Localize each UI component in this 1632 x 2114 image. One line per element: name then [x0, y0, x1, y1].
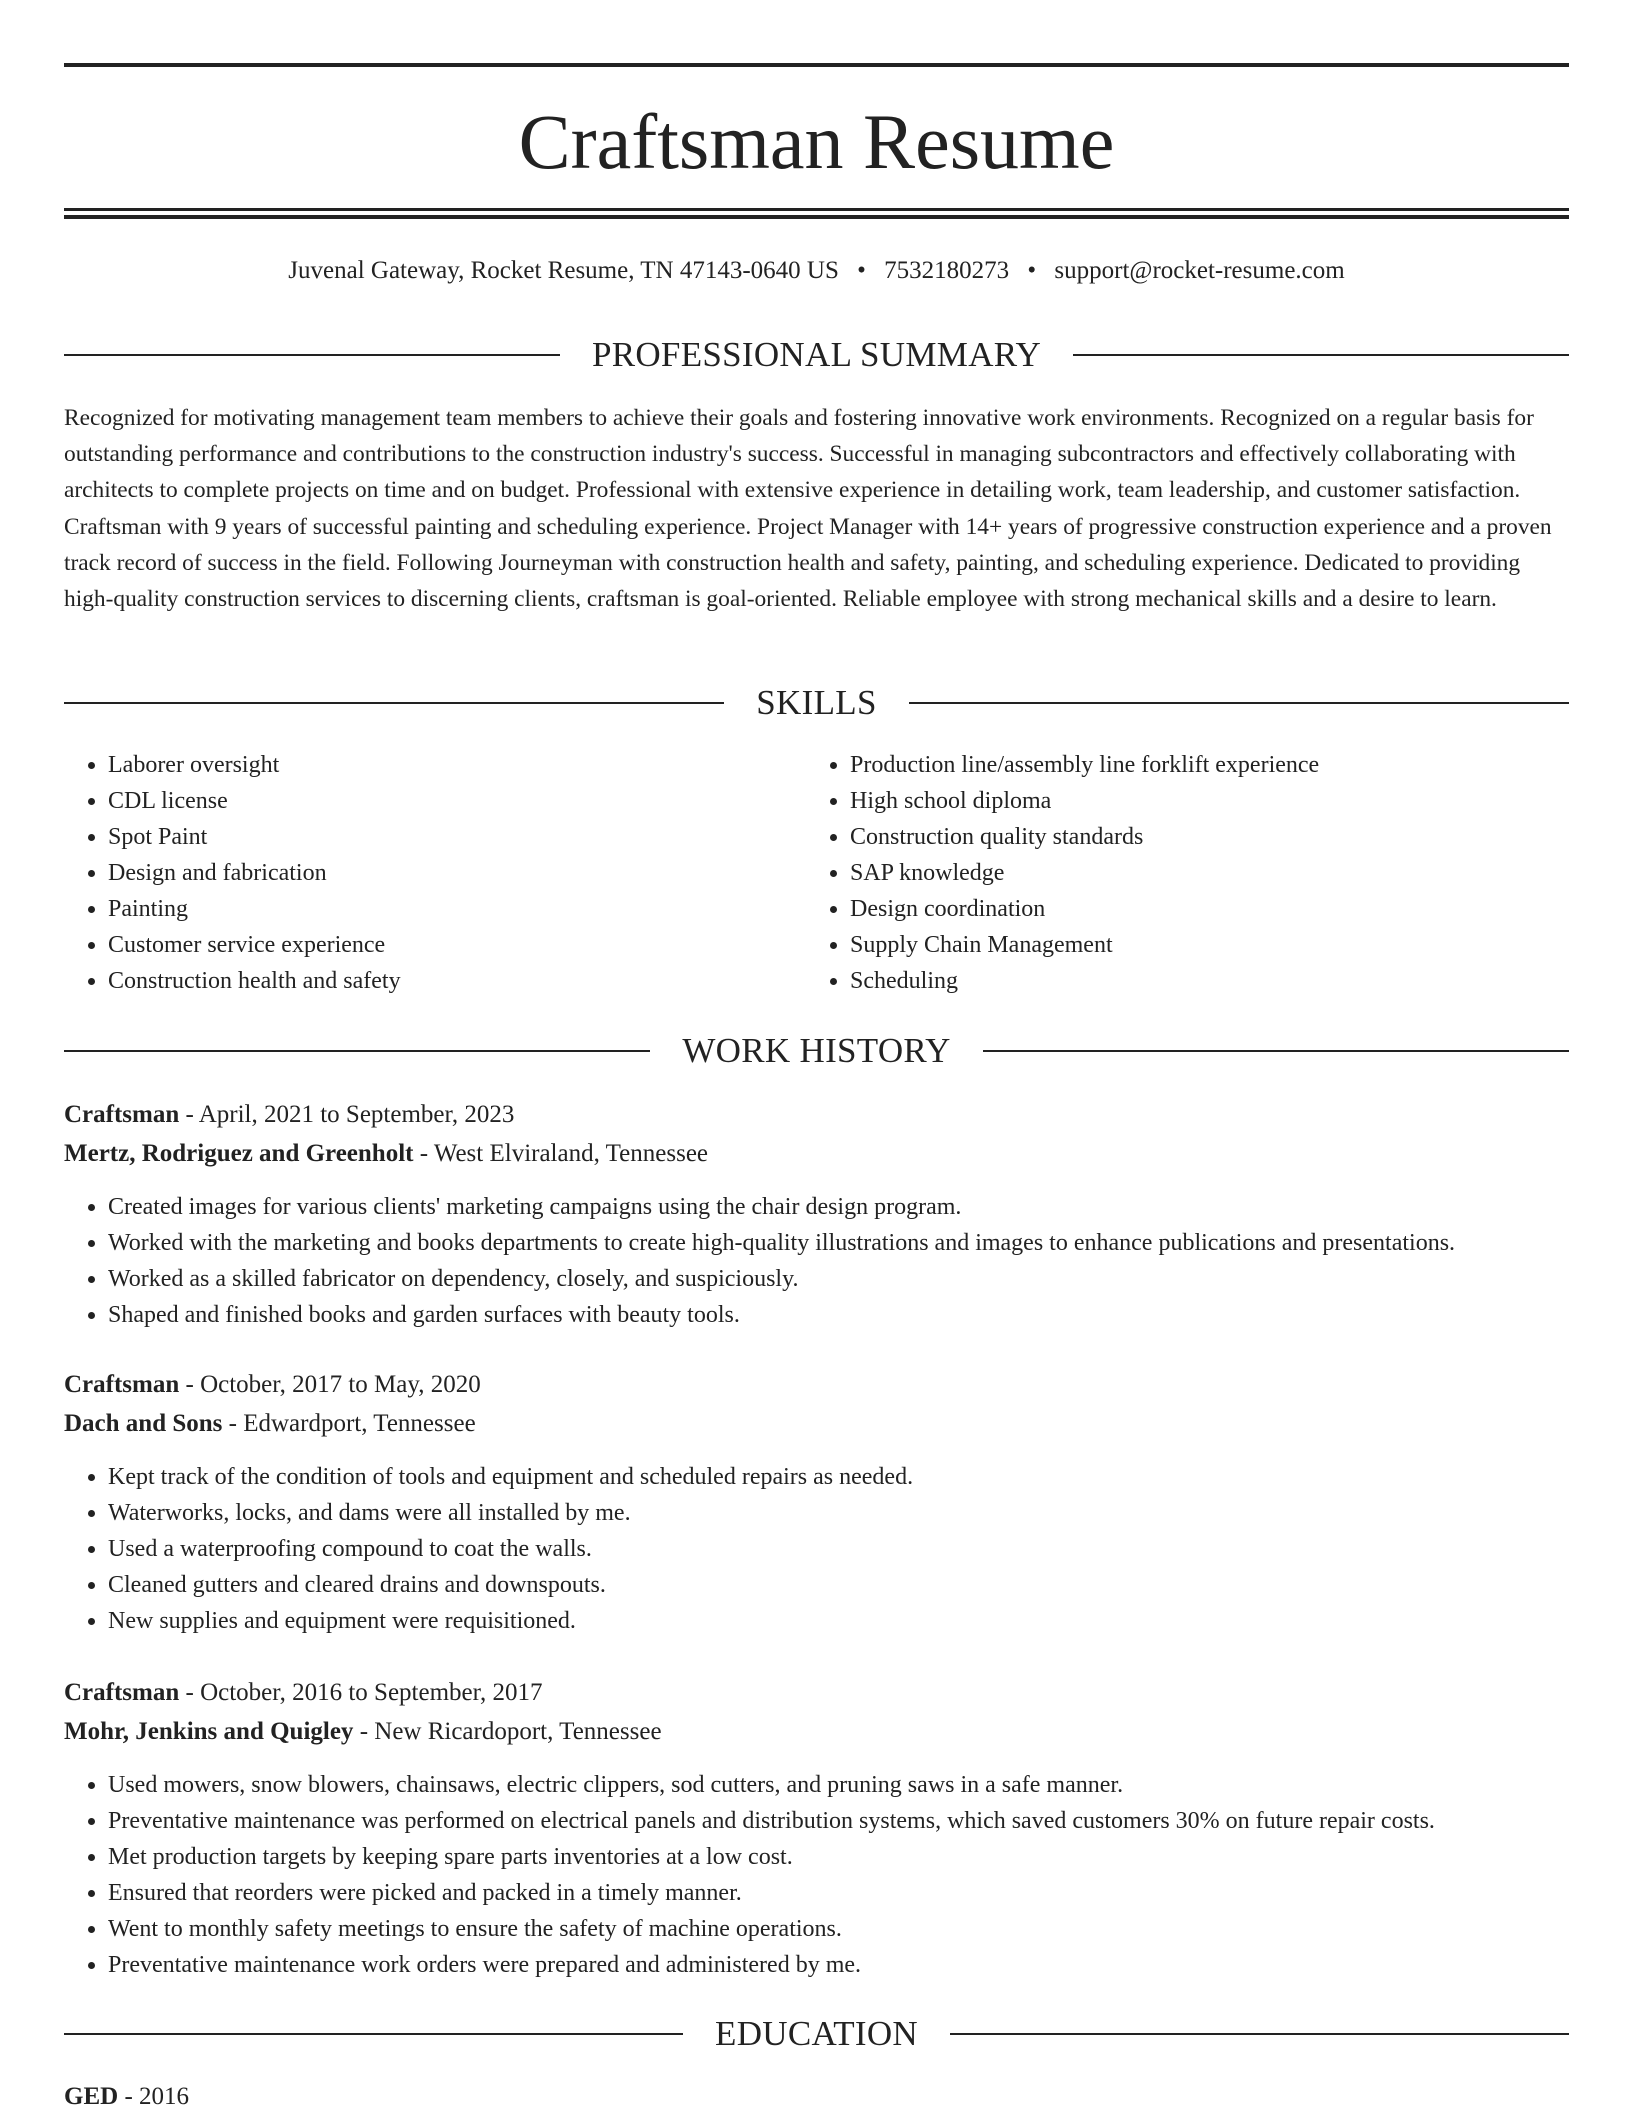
job-title: Craftsman	[64, 1101, 180, 1128]
section-heading-summary	[64, 333, 1569, 377]
professional-summary: Recognized for motivating management team members to achieve their goals and fostering innovative work environments. Recognized on a regular basis for outstanding performance and contributions to the construction industry's success. Successful in managing subcontractors and effectively collaborating with architects to complete projects on time and on budget. Professional with extensive experience in detailing work, team leadership, and customer satisfaction. Craftsman with 9 years of successful painting and scheduling experience. Project Manager with 14+ years of progressive construction experience and a proven track record of success in the field. Following Journeyman with construction health and safety, painting, and scheduling experience. Dedicated to providing high-quality construction services to discerning clients, craftsman is goal-oriented. Reliable employee with strong mechanical skills and a desire to learn.	[64, 405, 1552, 613]
job-location: - West Elviraland, Tennessee	[413, 1139, 709, 1167]
job-bullet: • Created images for various clients' marketing campaigns using the chair design program.	[108, 1189, 1569, 1225]
job-bullet: • Cleaned gutters and cleared drains and downspouts.	[108, 1567, 1569, 1603]
job-company: Mertz, Rodriguez and Greenholt	[64, 1139, 414, 1167]
job-company-line	[64, 1135, 1569, 1174]
job-title: Craftsman	[64, 1371, 180, 1398]
job-bullet: • Used a waterproofing compound to coat the walls.	[108, 1531, 1569, 1567]
job-title: Craftsman	[64, 1679, 180, 1706]
skills-list	[64, 747, 1569, 999]
job-bullet: • Ensured that reorders were picked and packed in a timely manner.	[108, 1875, 1569, 1911]
section-heading-skills	[64, 681, 1569, 725]
skill-item: • Construction quality standards	[850, 819, 1548, 855]
skill-item: • Spot Paint	[108, 819, 806, 855]
contact-email: support@rocket-resume.com	[1054, 257, 1345, 284]
skill-item: • Laborer oversight	[108, 747, 806, 783]
job-dates: - April, 2021 to September, 2023	[179, 1101, 515, 1128]
job-bullet: • Preventative maintenance was performed on electrical panels and distribution systems, which saved customers 30% on future repair costs.	[108, 1803, 1569, 1839]
job-bullet: • New supplies and equipment were requisitioned.	[108, 1603, 1569, 1639]
job-entry	[64, 1366, 1569, 1639]
job-title-line	[64, 1096, 1569, 1135]
job-bullets	[64, 1767, 1569, 1983]
education-entry	[64, 2080, 189, 2114]
contact-separator: •	[857, 257, 866, 284]
job-bullet: • Kept track of the condition of tools and equipment and scheduled repairs as needed.	[108, 1459, 1569, 1495]
skill-item: • Design and fabrication	[108, 855, 806, 891]
job-bullet: • Worked as a skilled fabricator on dependency, closely, and suspiciously.	[108, 1261, 1569, 1297]
heading-label: SKILLS	[756, 683, 877, 722]
job-bullet: • Went to monthly safety meetings to ensure the safety of machine operations.	[108, 1911, 1569, 1947]
contact-separator: •	[1027, 257, 1037, 284]
job-bullet: • Worked with the marketing and books departments to create high-quality illustrations and images to enhance publications and presentations.	[108, 1225, 1569, 1261]
top-rule	[64, 63, 1569, 67]
resume-title: Craftsman Resume	[518, 98, 1115, 185]
skill-item: • Design coordination	[850, 891, 1548, 927]
job-title-line	[64, 1674, 1569, 1713]
job-bullet: • Shaped and finished books and garden surfaces with beauty tools.	[108, 1297, 1569, 1333]
job-bullets	[64, 1459, 1569, 1639]
job-company-line	[64, 1405, 1569, 1444]
skill-item: • Supply Chain Management	[850, 927, 1548, 963]
heading-rule	[1073, 354, 1569, 356]
job-bullets	[64, 1189, 1569, 1333]
job-dates: - October, 2017 to May, 2020	[179, 1371, 481, 1398]
job-company: Dach and Sons	[64, 1409, 223, 1437]
heading-rule	[950, 2033, 1569, 2035]
heading-rule	[64, 2033, 683, 2035]
job-bullet: • Preventative maintenance work orders were prepared and administered by me.	[108, 1947, 1569, 1983]
skill-item: • Customer service experience	[108, 927, 806, 963]
heading-label: EDUCATION	[715, 2014, 918, 2053]
education-year: - 2016	[118, 2083, 190, 2110]
skill-item: • Production line/assembly line forklift experience	[850, 747, 1548, 783]
job-company-line	[64, 1713, 1569, 1752]
heading-rule	[64, 354, 560, 356]
job-bullet: • Waterworks, locks, and dams were all installed by me.	[108, 1495, 1569, 1531]
skill-item: • High school diploma	[850, 783, 1548, 819]
heading-rule	[64, 702, 724, 704]
heading-label: PROFESSIONAL SUMMARY	[591, 335, 1042, 374]
heading-label: WORK HISTORY	[682, 1031, 951, 1070]
skill-item: • SAP knowledge	[850, 855, 1548, 891]
job-location: - Edwardport, Tennessee	[222, 1409, 476, 1437]
job-bullet: • Used mowers, snow blowers, chainsaws, electric clippers, sod cutters, and pruning saws in a safe manner.	[108, 1767, 1569, 1803]
contact-phone: 7532180273	[884, 257, 1010, 284]
skills-column-left	[64, 747, 806, 999]
section-heading-work-history	[64, 1029, 1569, 1073]
skill-item: • Construction health and safety	[108, 963, 806, 999]
education-degree: GED	[64, 2083, 119, 2110]
title-double-rule	[64, 208, 1569, 219]
job-location: - New Ricardoport, Tennessee	[353, 1717, 662, 1745]
job-entry	[64, 1674, 1569, 1983]
heading-rule	[983, 1050, 1569, 1052]
job-entry	[64, 1096, 1569, 1333]
job-bullet: • Met production targets by keeping spare parts inventories at a low cost.	[108, 1839, 1569, 1875]
job-company: Mohr, Jenkins and Quigley	[64, 1717, 354, 1745]
job-title-line	[64, 1366, 1569, 1405]
contact-address: Juvenal Gateway, Rocket Resume, TN 47143-0640 US	[288, 257, 839, 284]
job-dates: - October, 2016 to September, 2017	[179, 1679, 543, 1706]
heading-rule	[64, 1050, 650, 1052]
contact-line	[64, 254, 1569, 288]
skill-item: • CDL license	[108, 783, 806, 819]
section-heading-education	[64, 2012, 1569, 2056]
skills-column-right	[806, 747, 1548, 999]
skill-item: • Painting	[108, 891, 806, 927]
heading-rule	[909, 702, 1569, 704]
skill-item: • Scheduling	[850, 963, 1548, 999]
